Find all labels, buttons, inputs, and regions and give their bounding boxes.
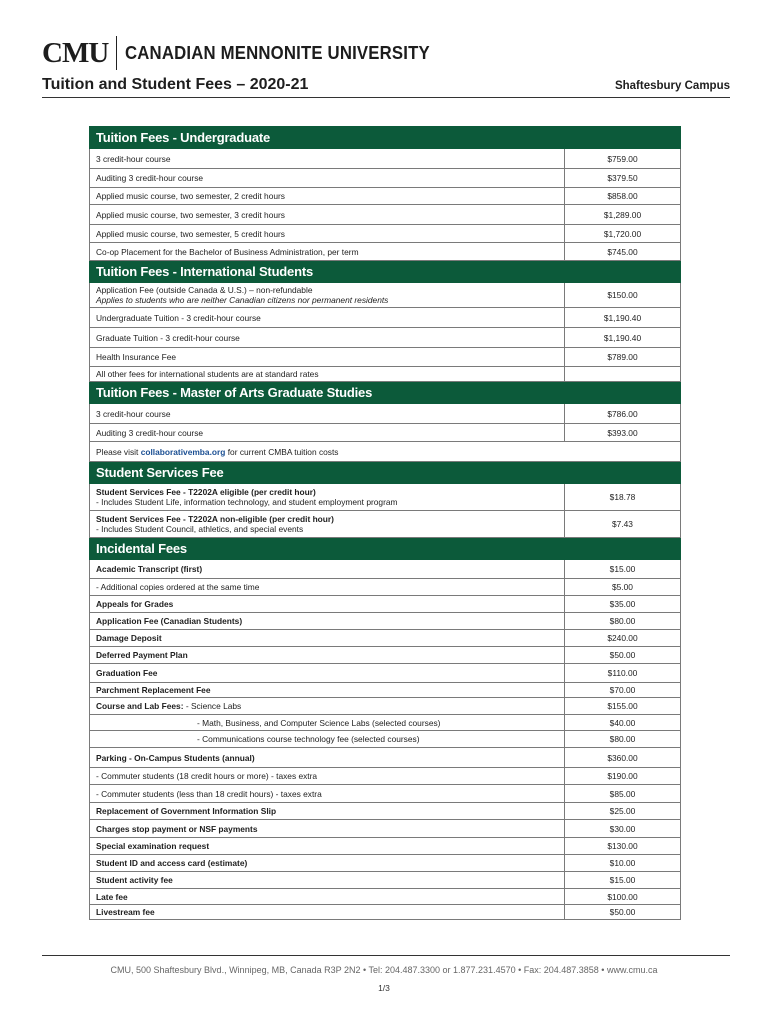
table-row bbox=[90, 243, 681, 261]
fee-label: Damage Deposit bbox=[90, 630, 565, 647]
section-header-incidental bbox=[90, 538, 681, 560]
fee-label: Student ID and access card (estimate) bbox=[90, 855, 565, 872]
fee-amount: $15.00 bbox=[564, 560, 680, 579]
fee-amount: $15.00 bbox=[564, 872, 680, 889]
fee-amount: $1,289.00 bbox=[564, 205, 680, 225]
fee-label: Applied music course, two semester, 2 credit hours bbox=[90, 188, 565, 205]
fee-amount: $5.00 bbox=[564, 579, 680, 596]
fee-amount: $7.43 bbox=[564, 511, 680, 538]
table-row bbox=[90, 560, 681, 579]
fee-amount: $80.00 bbox=[564, 731, 680, 748]
fee-amount: $50.00 bbox=[564, 905, 680, 920]
fee-amount: $70.00 bbox=[564, 683, 680, 698]
section-header-student-services bbox=[90, 462, 681, 484]
section-title: Student Services Fee bbox=[90, 462, 681, 484]
fee-amount: $858.00 bbox=[564, 188, 680, 205]
fee-label: Livestream fee bbox=[90, 905, 565, 920]
fee-amount: $85.00 bbox=[564, 785, 680, 803]
table-row bbox=[90, 484, 681, 511]
footer-address: CMU, 500 Shaftesbury Blvd., Winnipeg, MB, Canada R3P 2N2 • Tel: 204.487.3300 or 1.877.231.4570 • Fax: 204.487.3858 • www.cmu.ca bbox=[110, 965, 658, 975]
table-row bbox=[90, 404, 681, 424]
fee-amount: $190.00 bbox=[564, 768, 680, 785]
note-prefix: Please visit bbox=[96, 446, 141, 457]
table-row bbox=[90, 838, 681, 855]
fee-amount: $1,190.40 bbox=[564, 328, 680, 348]
table-row bbox=[90, 188, 681, 205]
fee-label: Auditing 3 credit-hour course bbox=[90, 424, 565, 442]
fee-label bbox=[90, 698, 565, 715]
university-name: CANADIAN MENNONITE UNIVERSITY bbox=[125, 42, 431, 63]
table-row bbox=[90, 328, 681, 348]
fee-note: All other fees for international students are at standard rates bbox=[90, 367, 565, 382]
page-number: 1/3 bbox=[378, 983, 390, 993]
fee-label: Application Fee (Canadian Students) bbox=[90, 613, 565, 630]
fee-label: Health Insurance Fee bbox=[90, 348, 565, 367]
fee-amount: $786.00 bbox=[564, 404, 680, 424]
table-row bbox=[90, 803, 681, 820]
fee-amount: $35.00 bbox=[564, 596, 680, 613]
fee-label: Applied music course, two semester, 3 credit hours bbox=[90, 205, 565, 225]
fee-label: Student activity fee bbox=[90, 872, 565, 889]
table-row bbox=[90, 820, 681, 838]
fee-label: Graduate Tuition - 3 credit-hour course bbox=[90, 328, 565, 348]
page-title: Tuition and Student Fees – 2020-21 bbox=[42, 76, 309, 93]
table-row bbox=[90, 367, 681, 382]
fee-label: Co-op Placement for the Bachelor of Business Administration, per term bbox=[90, 243, 565, 261]
fee-label: Appeals for Grades bbox=[90, 596, 565, 613]
fee-amount: $1,190.40 bbox=[564, 308, 680, 328]
fee-label-text: Application Fee (outside Canada & U.S.) – non-refundable bbox=[96, 285, 313, 295]
table-row bbox=[90, 613, 681, 630]
fee-label: Applied music course, two semester, 5 credit hours bbox=[90, 225, 565, 243]
section-title: Tuition Fees - Undergraduate bbox=[90, 127, 681, 149]
logo-divider bbox=[116, 36, 117, 70]
table-row bbox=[90, 748, 681, 768]
fee-amount: $50.00 bbox=[564, 647, 680, 664]
table-row bbox=[90, 872, 681, 889]
table-row bbox=[90, 308, 681, 328]
fee-amount: $130.00 bbox=[564, 838, 680, 855]
fee-label: Special examination request bbox=[90, 838, 565, 855]
table-row bbox=[90, 855, 681, 872]
table-row bbox=[90, 698, 681, 715]
fee-amount: $25.00 bbox=[564, 803, 680, 820]
fee-label: Late fee bbox=[90, 889, 565, 905]
table-row bbox=[90, 424, 681, 442]
fee-amount: $393.00 bbox=[564, 424, 680, 442]
table-row bbox=[90, 348, 681, 367]
fees-table bbox=[89, 126, 681, 920]
fee-label-text: Course and Lab Fees: bbox=[96, 701, 184, 711]
fee-amount: $30.00 bbox=[564, 820, 680, 838]
fee-note: Applies to students who are neither Canadian citizens nor permanent residents bbox=[96, 295, 389, 305]
fee-detail: - Includes Student Life, information technology, and student employment program bbox=[96, 497, 398, 507]
fee-detail: - Includes Student Council, athletics, and special events bbox=[96, 524, 304, 534]
fee-amount: $240.00 bbox=[564, 630, 680, 647]
fee-label: Charges stop payment or NSF payments bbox=[90, 820, 565, 838]
table-row bbox=[90, 905, 681, 920]
table-row bbox=[90, 149, 681, 169]
section-header-undergraduate bbox=[90, 127, 681, 149]
section-header-graduate bbox=[90, 382, 681, 404]
fee-label: - Commuter students (18 credit hours or more) - taxes extra bbox=[90, 768, 565, 785]
fee-label: Auditing 3 credit-hour course bbox=[90, 169, 565, 188]
table-row bbox=[90, 283, 681, 308]
fee-label: Undergraduate Tuition - 3 credit-hour course bbox=[90, 308, 565, 328]
fee-amount: $150.00 bbox=[564, 283, 680, 308]
fee-label-text: Student Services Fee - T2202A non-eligible (per credit hour) bbox=[96, 514, 334, 524]
section-title: Incidental Fees bbox=[90, 538, 681, 560]
table-row bbox=[90, 630, 681, 647]
fee-amount: $379.50 bbox=[564, 169, 680, 188]
fee-amount: $10.00 bbox=[564, 855, 680, 872]
fee-amount: $40.00 bbox=[564, 715, 680, 731]
section-title: Tuition Fees - Master of Arts Graduate Studies bbox=[90, 382, 681, 404]
fee-label: Parking - On-Campus Students (annual) bbox=[90, 748, 565, 768]
fee-label: Parchment Replacement Fee bbox=[90, 683, 565, 698]
fee-amount: $110.00 bbox=[564, 664, 680, 683]
fee-amount: $155.00 bbox=[564, 698, 680, 715]
footer-rule bbox=[42, 955, 730, 956]
table-row bbox=[90, 715, 681, 731]
fee-detail: - Science Labs bbox=[183, 701, 242, 711]
table-row bbox=[90, 225, 681, 243]
fee-label: - Math, Business, and Computer Science Labs (selected courses) bbox=[90, 715, 565, 731]
fee-label: Academic Transcript (first) bbox=[90, 560, 565, 579]
fee-amount: $759.00 bbox=[564, 149, 680, 169]
fee-label bbox=[90, 511, 565, 538]
fee-label bbox=[90, 484, 565, 511]
fee-label: Deferred Payment Plan bbox=[90, 647, 565, 664]
table-row bbox=[90, 647, 681, 664]
fee-label: Replacement of Government Information Slip bbox=[90, 803, 565, 820]
table-row bbox=[90, 683, 681, 698]
fee-label: Graduation Fee bbox=[90, 664, 565, 683]
fee-label: 3 credit-hour course bbox=[90, 404, 565, 424]
fee-label-text: Student Services Fee - T2202A eligible (per credit hour) bbox=[96, 487, 316, 497]
fee-amount: $789.00 bbox=[564, 348, 680, 367]
campus-label: Shaftesbury Campus bbox=[614, 80, 730, 92]
fee-amount: $1,720.00 bbox=[564, 225, 680, 243]
section-header-international bbox=[90, 261, 681, 283]
fee-label: - Commuter students (less than 18 credit hours) - taxes extra bbox=[90, 785, 565, 803]
logo-mark: CMU bbox=[42, 36, 109, 69]
table-row bbox=[90, 205, 681, 225]
cmba-note bbox=[90, 442, 681, 462]
note-suffix: for current CMBA tuition costs bbox=[225, 446, 339, 457]
fee-label: - Additional copies ordered at the same time bbox=[90, 579, 565, 596]
fee-amount-empty bbox=[564, 367, 680, 382]
fee-amount: $745.00 bbox=[564, 243, 680, 261]
fee-amount: $360.00 bbox=[564, 748, 680, 768]
university-logo bbox=[42, 36, 453, 70]
fee-amount: $80.00 bbox=[564, 613, 680, 630]
table-row bbox=[90, 511, 681, 538]
section-title: Tuition Fees - International Students bbox=[90, 261, 681, 283]
table-row bbox=[90, 768, 681, 785]
collaborativemba-link[interactable]: collaborativemba.org bbox=[140, 446, 226, 457]
table-row bbox=[90, 889, 681, 905]
fee-label bbox=[90, 283, 565, 308]
table-row bbox=[90, 579, 681, 596]
table-row bbox=[90, 596, 681, 613]
fee-label: 3 credit-hour course bbox=[90, 149, 565, 169]
table-row bbox=[90, 664, 681, 683]
fee-label: - Communications course technology fee (selected courses) bbox=[90, 731, 565, 748]
table-row bbox=[90, 169, 681, 188]
table-row bbox=[90, 442, 681, 462]
table-row bbox=[90, 731, 681, 748]
table-row bbox=[90, 785, 681, 803]
fee-amount: $18.78 bbox=[564, 484, 680, 511]
header-rule bbox=[42, 97, 730, 98]
fee-amount: $100.00 bbox=[564, 889, 680, 905]
